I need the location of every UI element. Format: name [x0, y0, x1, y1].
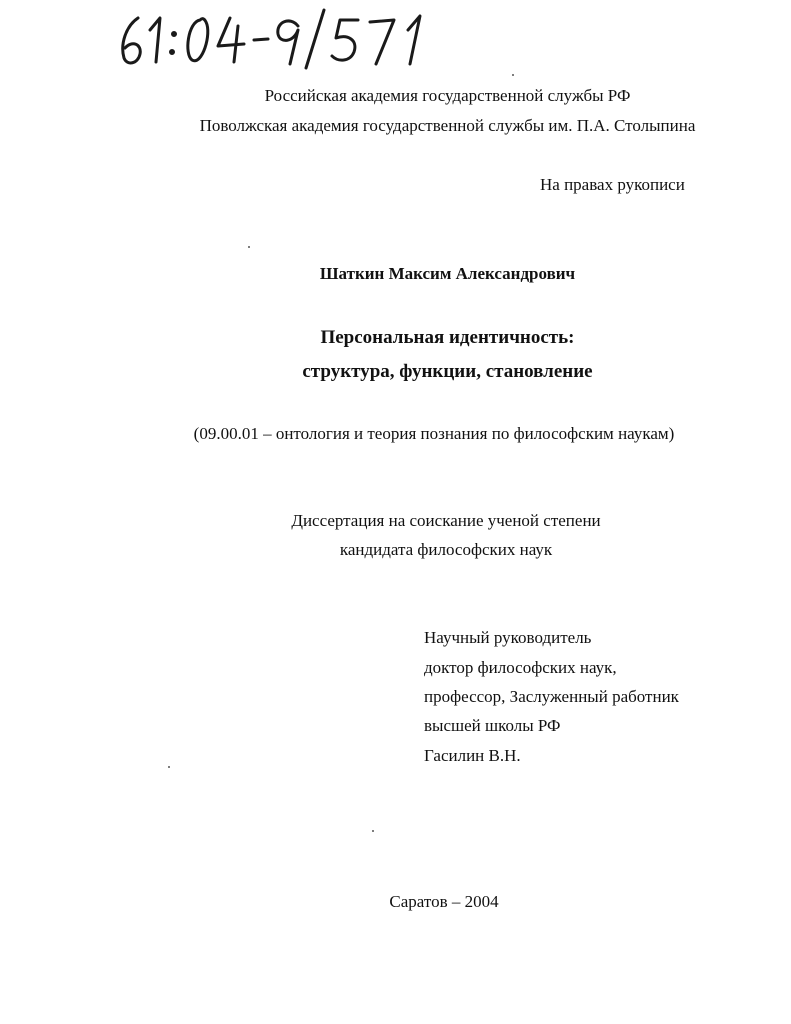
dissertation-title-line-2: структура, функции, становление — [302, 361, 593, 382]
specialty-code: (09.00.01 – онтология и теория познания по философским наукам) — [193, 424, 675, 443]
degree-line-1: Диссертация на соискание ученой степени — [291, 511, 601, 530]
scan-speck — [248, 246, 250, 248]
manuscript-rights: На правах рукописи — [540, 175, 685, 194]
scan-speck — [372, 830, 374, 832]
dissertation-title-line-1: Персональная идентичность: — [320, 327, 575, 348]
author-name: Шаткин Максим Александрович — [319, 264, 576, 283]
supervisor-position: профессор, Заслуженный работник — [424, 687, 679, 706]
supervisor-position-cont: высшей школы РФ — [424, 716, 561, 735]
degree-line-2: кандидата философских наук — [339, 540, 553, 559]
supervisor-label: Научный руководитель — [424, 628, 592, 647]
handwritten-archive-number — [118, 4, 478, 74]
scan-speck — [168, 766, 170, 768]
city-year: Саратов – 2004 — [389, 892, 499, 911]
supervisor-degree: доктор философских наук, — [424, 658, 617, 677]
supervisor-name: Гасилин В.Н. — [424, 746, 521, 765]
organization-line-2: Поволжская академия государственной службы им. П.А. Столыпина — [199, 116, 696, 135]
scan-speck — [512, 74, 514, 76]
organization-line-1: Российская академия государственной службы РФ — [264, 86, 631, 105]
